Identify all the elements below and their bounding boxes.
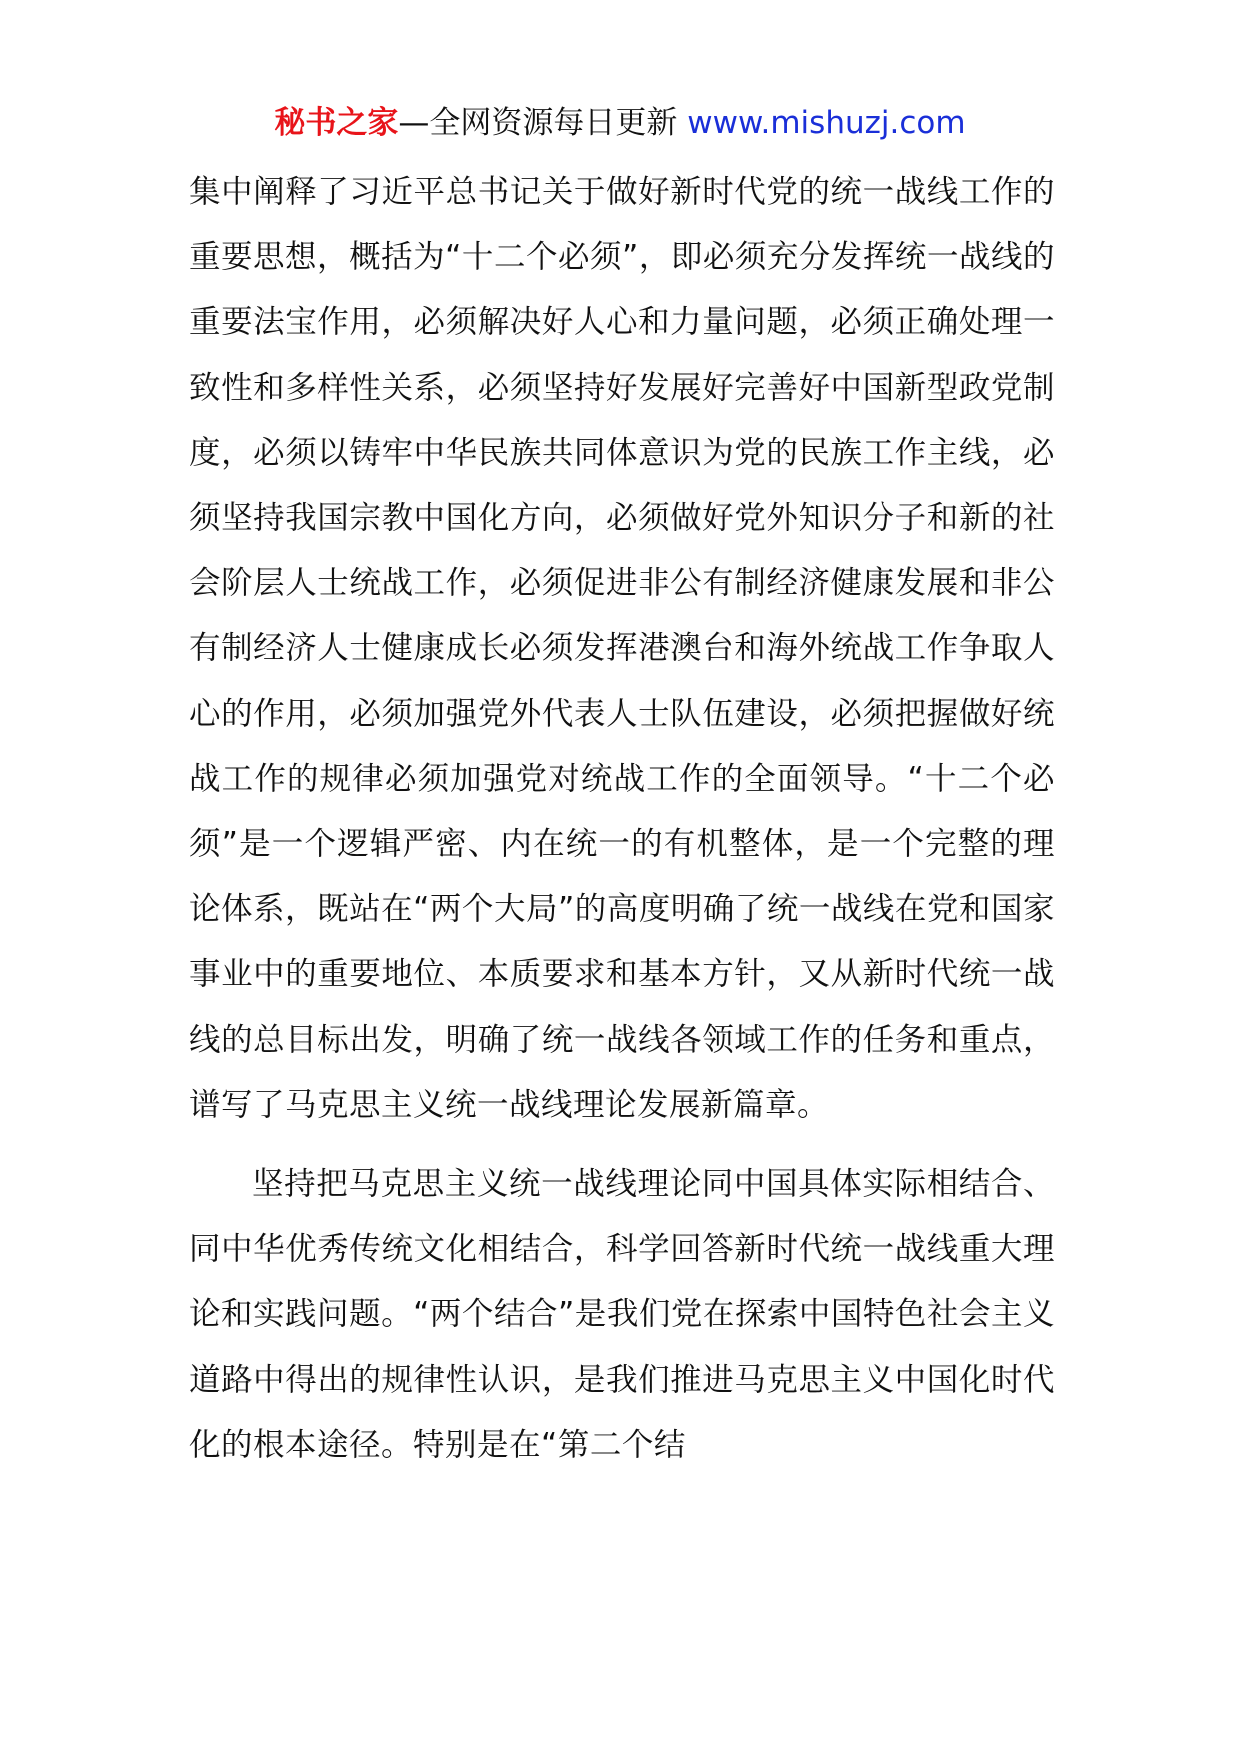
document-body bbox=[189, 160, 1055, 1478]
header-brand: 秘书之家 bbox=[274, 105, 399, 141]
page-header bbox=[0, 100, 1240, 146]
header-tagline: —全网资源每日更新 bbox=[398, 105, 678, 141]
paragraph: 集中阐释了习近平总书记关于做好新时代党的统一战线工作的重要思想，概括为“十二个必须”，即必须充分发挥统一战线的重要法宝作用，必须解决好人心和力量问题，必须正确处理一致性和多样性关系，必须坚持好发展好完善好中国新型政党制度，必须以铸牢中华民族共同体意识为党的民族工作主线，必须坚持我国宗教中国化方向，必须做好党外知识分子和新的社会阶层人士统战工作，必须促进非公有制经济健康发展和非公有制经济人士健康成长必须发挥港澳台和海外统战工作争取人心的作用，必须加强党外代表人士队伍建设，必须把握做好统战工作的规律必须加强党对统战工作的全面领导。“十二个必须”是一个逻辑严密、内在统一的有机整体，是一个完整的理论体系，既站在“两个大局”的高度明确了统一战线在党和国家事业中的重要地位、本质要求和基本方针，又从新时代统一战线的总目标出发，明确了统一战线各领域工作的任务和重点，谱写了马克思主义统一战线理论发展新篇章。 bbox=[189, 174, 1055, 1123]
header-url-link[interactable]: www.mishuzj.com bbox=[687, 105, 966, 141]
paragraph: 坚持把马克思主义统一战线理论同中国具体实际相结合、同中华优秀传统文化相结合，科学回答新时代统一战线重大理论和实践问题。“两个结合”是我们党在探索中国特色社会主义道路中得出的规律性认识，是我们推进马克思主义中国化时代化的根本途径。特别是在“第二个结 bbox=[189, 1166, 1055, 1463]
